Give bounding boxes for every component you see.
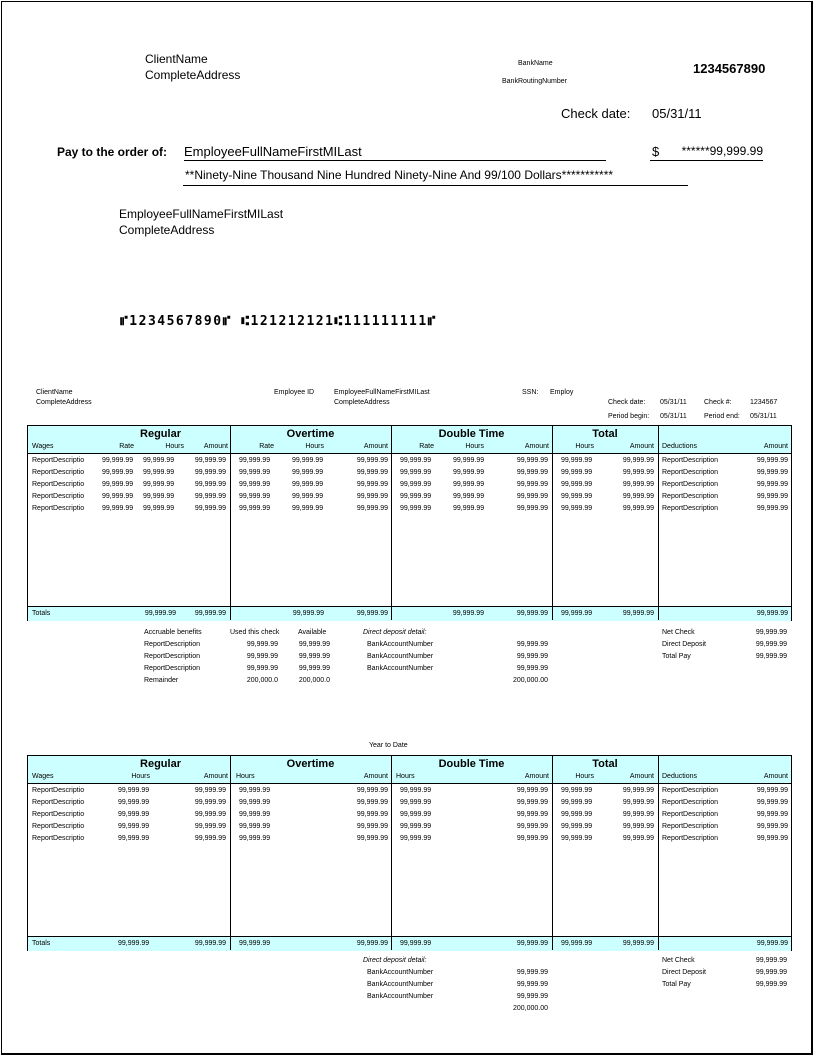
summary-label: Direct Deposit [662,641,706,648]
dd-amount: 99,999.99 [516,981,548,988]
accruals-available-label: Available [298,629,327,636]
group-overtime: Overtime [286,428,335,440]
wage-desc: ReportDescriptio [32,799,85,806]
ytd-total-dt-amount: 99,999.99 [516,940,548,947]
ded-amount: 99,999.99 [756,823,788,830]
ot-hours: 99,999.99 [239,811,271,818]
tot-amount: 99,999.99 [622,799,654,806]
check-amount: ******99,999.99 [650,144,763,161]
client-name: ClientName [145,52,208,66]
dd-account: BankAccountNumber [367,969,434,976]
stub-check-date-label: Check date: [608,399,646,406]
current-earnings-table [27,425,792,621]
reg-hours: 99,999.99 [143,505,175,512]
ot-hours: 99,999.99 [292,493,324,500]
ytd-col-dt-hours: Hours [396,773,415,780]
tot-hours: 99,999.99 [561,799,593,806]
ytd-col-tot-hours: Hours [575,773,594,780]
dd-amount: 99,999.99 [516,665,548,672]
dd-total: 200,000.00 [512,677,548,684]
stub-client-address: CompleteAddress [36,399,92,406]
wage-desc: ReportDescriptio [32,481,85,488]
dt-hours: 99,999.99 [400,811,432,818]
total-dt-hours: 99,999.99 [452,610,484,617]
reg-hours: 99,999.99 [118,835,150,842]
period-end: 05/31/11 [750,413,777,420]
dt-amount: 99,999.99 [516,493,548,500]
reg-amount: 99,999.99 [194,823,226,830]
total-reg-hours: 99,999.99 [144,610,176,617]
stub-employee-block [334,388,430,408]
reg-hours: 99,999.99 [118,787,150,794]
wage-desc: ReportDescriptio [32,787,85,794]
stub-check-date: 05/31/11 [660,399,687,406]
ytd-col-ot-hours: Hours [236,773,255,780]
ytd-total-ded-amount: 99,999.99 [756,940,788,947]
ot-amount: 99,999.99 [356,505,388,512]
reg-hours: 99,999.99 [143,469,175,476]
dt-amount: 99,999.99 [516,811,548,818]
col-reg-rate: Rate [119,443,134,450]
col-ot-rate: Rate [259,443,274,450]
tot-amount: 99,999.99 [622,823,654,830]
ot-amount: 99,999.99 [356,787,388,794]
dt-hours: 99,999.99 [453,493,485,500]
stub-check-no-label: Check #: [704,399,732,406]
tot-hours: 99,999.99 [561,811,593,818]
dt-hours: 99,999.99 [453,469,485,476]
ytd-total-tot-amount: 99,999.99 [622,940,654,947]
dt-hours: 99,999.99 [453,481,485,488]
dd-amount: 99,999.99 [516,641,548,648]
accrual-available: 99,999.99 [298,665,330,672]
reg-amount: 99,999.99 [194,481,226,488]
ded-amount: 99,999.99 [756,505,788,512]
dt-rate: 99,999.99 [400,469,432,476]
dd-account: BankAccountNumber [367,641,434,648]
accrual-desc: Remainder [144,677,179,684]
tot-hours: 99,999.99 [561,469,593,476]
tot-hours: 99,999.99 [561,823,593,830]
col-ot-amount: Amount [363,443,388,450]
tot-amount: 99,999.99 [622,505,654,512]
col-tot-amount: Amount [629,443,654,450]
ot-hours: 99,999.99 [292,505,324,512]
ded-desc: ReportDescription [662,787,719,794]
reg-hours: 99,999.99 [143,457,175,464]
ytd-dd-total: 200,000.00 [512,1005,548,1012]
ded-amount: 99,999.99 [756,457,788,464]
ded-desc: ReportDescription [662,799,719,806]
ded-desc: ReportDescription [662,505,719,512]
dt-hours: 99,999.99 [400,823,432,830]
ytd-col-ded-amount: Amount [763,773,788,780]
ded-amount: 99,999.99 [756,481,788,488]
accrual-used: 99,999.99 [246,665,278,672]
summary-value: 99,999.99 [755,981,787,988]
ot-amount: 99,999.99 [356,799,388,806]
period-end-label: Period end: [704,413,740,420]
tot-hours: 99,999.99 [561,457,593,464]
stub-check-no: 1234567 [750,399,778,406]
ytd-col-ot-amount: Amount [363,773,388,780]
ytd-group-total: Total [592,758,618,770]
ot-rate: 99,999.99 [239,505,271,512]
ot-amount: 99,999.99 [356,823,388,830]
group-total: Total [592,428,618,440]
accruals-used-label: Used this check [230,629,280,636]
dt-hours: 99,999.99 [400,787,432,794]
accrual-used: 200,000.0 [246,677,278,684]
summary-value: 99,999.99 [755,641,787,648]
ot-amount: 99,999.99 [356,835,388,842]
dd-amount: 99,999.99 [516,993,548,1000]
ot-rate: 99,999.99 [239,457,271,464]
reg-amount: 99,999.99 [194,787,226,794]
col-ded-amount: Amount [763,443,788,450]
ot-hours: 99,999.99 [239,799,271,806]
pay-to-label: Pay to the order of: [57,145,168,159]
tot-amount: 99,999.99 [622,457,654,464]
ded-amount: 99,999.99 [756,835,788,842]
payee-line: EmployeeFullNameFirstMILast [184,144,606,161]
ded-desc: ReportDescription [662,811,719,818]
dt-rate: 99,999.99 [400,481,432,488]
tot-amount: 99,999.99 [622,481,654,488]
dd-account: BankAccountNumber [367,653,434,660]
reg-amount: 99,999.99 [194,799,226,806]
stub-client-name: ClientName [36,389,73,396]
ded-desc: ReportDescription [662,457,719,464]
ded-desc: ReportDescription [662,493,719,500]
ytd-total-ot-amount: 99,999.99 [356,940,388,947]
employee-id-label: Employee ID [274,389,315,396]
wage-desc: ReportDescriptio [32,493,85,500]
ded-amount: 99,999.99 [756,799,788,806]
currency-symbol: $ [652,144,660,159]
summary-label: Total Pay [662,981,691,988]
dt-rate: 99,999.99 [400,457,432,464]
summary-value: 99,999.99 [755,653,787,660]
dt-hours: 99,999.99 [453,457,485,464]
ytd-col-tot-amount: Amount [629,773,654,780]
amount-in-words: **Ninety-Nine Thousand Nine Hundred Ninety-Nine And 99/100 Dollars*********** [183,168,688,186]
accruals-title: Accruable benefits [144,629,202,636]
ot-amount: 99,999.99 [356,469,388,476]
ot-amount: 99,999.99 [356,457,388,464]
summary-label: Direct Deposit [662,969,706,976]
reg-amount: 99,999.99 [194,493,226,500]
dd-amount: 99,999.99 [516,969,548,976]
tot-amount: 99,999.99 [622,787,654,794]
summary-label: Total Pay [662,653,691,660]
tot-amount: 99,999.99 [622,469,654,476]
ssn-label: SSN: [522,389,539,396]
bank-routing-number: BankRoutingNumber [502,78,567,85]
accrual-available: 99,999.99 [298,641,330,648]
total-reg-amount: 99,999.99 [194,610,226,617]
ytd-total-dt-hours: 99,999.99 [400,940,432,947]
summary-value: 99,999.99 [755,969,787,976]
total-ot-hours: 99,999.99 [292,610,324,617]
reg-amount: 99,999.99 [194,457,226,464]
tot-hours: 99,999.99 [561,481,593,488]
ot-amount: 99,999.99 [356,493,388,500]
total-ded-amount: 99,999.99 [756,610,788,617]
col-ot-hours: Hours [305,443,324,450]
accrual-desc: ReportDescription [144,653,201,660]
total-dt-amount: 99,999.99 [516,610,548,617]
ot-hours: 99,999.99 [292,457,324,464]
ytd-total-tot-hours: 99,999.99 [561,940,593,947]
stub-employee-address: CompleteAddress [334,399,390,406]
ytd-col-dt-amount: Amount [524,773,549,780]
reg-rate: 99,999.99 [102,469,134,476]
summary-value: 99,999.99 [755,629,787,636]
ytd-dd-title: Direct deposit detail: [363,957,427,964]
accrual-used: 99,999.99 [246,641,278,648]
ded-desc: ReportDescription [662,469,719,476]
dd-account: BankAccountNumber [367,993,434,1000]
client-address: CompleteAddress [145,68,241,82]
reg-hours: 99,999.99 [143,493,175,500]
col-dt-hours: Hours [465,443,484,450]
summary-label: Net Check [662,957,695,964]
ded-amount: 99,999.99 [756,787,788,794]
ot-hours: 99,999.99 [239,835,271,842]
group-regular: Regular [140,428,181,440]
reg-amount: 99,999.99 [194,811,226,818]
reg-amount: 99,999.99 [194,505,226,512]
ytd-title: Year to Date [369,742,408,749]
reg-rate: 99,999.99 [102,481,134,488]
dt-hours: 99,999.99 [400,835,432,842]
check-number: 1234567890 [693,61,766,76]
payee-address: CompleteAddress [119,223,215,237]
ot-hours: 99,999.99 [292,481,324,488]
dt-amount: 99,999.99 [516,481,548,488]
accrual-used: 99,999.99 [246,653,278,660]
reg-hours: 99,999.99 [118,811,150,818]
ytd-group-regular: Regular [140,758,181,770]
tot-amount: 99,999.99 [622,493,654,500]
ot-rate: 99,999.99 [239,481,271,488]
tot-amount: 99,999.99 [622,835,654,842]
ytd-earnings-table [27,755,792,951]
dd-amount: 99,999.99 [516,653,548,660]
summary-value: 99,999.99 [755,957,787,964]
ded-desc: ReportDescription [662,481,719,488]
ded-amount: 99,999.99 [756,469,788,476]
dd-account: BankAccountNumber [367,981,434,988]
stub-client-block [36,388,92,408]
bank-name: BankName [518,60,553,67]
ot-hours: 99,999.99 [239,787,271,794]
ot-hours: 99,999.99 [292,469,324,476]
dd-account: BankAccountNumber [367,665,434,672]
col-dt-amount: Amount [524,443,549,450]
reg-rate: 99,999.99 [102,505,134,512]
payee-address-block [119,206,283,238]
summary-label: Net Check [662,629,695,636]
dt-hours: 99,999.99 [453,505,485,512]
reg-amount: 99,999.99 [194,469,226,476]
dt-amount: 99,999.99 [516,823,548,830]
dt-hours: 99,999.99 [400,799,432,806]
reg-hours: 99,999.99 [143,481,175,488]
ded-amount: 99,999.99 [756,811,788,818]
wage-desc: ReportDescriptio [32,835,85,842]
ded-desc: ReportDescription [662,823,719,830]
tot-amount: 99,999.99 [622,811,654,818]
wage-desc: ReportDescriptio [32,823,85,830]
tot-hours: 99,999.99 [561,835,593,842]
micr-line: ⑈1234567890⑈ ⑆121212121⑆111111111⑈ [120,314,437,329]
ytd-group-overtime: Overtime [286,758,335,770]
accrual-desc: ReportDescription [144,641,201,648]
total-tot-hours: 99,999.99 [561,610,593,617]
ytd-col-wages: Wages [32,773,54,780]
wage-desc: ReportDescriptio [32,469,85,476]
reg-amount: 99,999.99 [194,835,226,842]
group-double-time: Double Time [438,428,505,440]
ytd-group-double-time: Double Time [438,758,505,770]
ytd-total-reg-amount: 99,999.99 [194,940,226,947]
col-wages: Wages [32,443,54,450]
col-deductions: Deductions [662,443,698,450]
ytd-total-ot-hours: 99,999.99 [239,940,271,947]
check-date: 05/31/11 [652,106,702,121]
ytd-col-deductions: Deductions [662,773,698,780]
dt-rate: 99,999.99 [400,505,432,512]
total-tot-amount: 99,999.99 [622,610,654,617]
reg-hours: 99,999.99 [118,823,150,830]
accrual-available: 200,000.0 [298,677,330,684]
check-client-block [145,51,240,83]
tot-hours: 99,999.99 [561,505,593,512]
ot-rate: 99,999.99 [239,469,271,476]
totals-label: Totals [32,610,51,617]
ssn-value: Employ [550,389,574,396]
dt-amount: 99,999.99 [516,457,548,464]
tot-hours: 99,999.99 [561,787,593,794]
ot-amount: 99,999.99 [356,811,388,818]
accrual-available: 99,999.99 [298,653,330,660]
dt-amount: 99,999.99 [516,505,548,512]
reg-hours: 99,999.99 [118,799,150,806]
wage-desc: ReportDescriptio [32,505,85,512]
ded-desc: ReportDescription [662,835,719,842]
period-begin-label: Period begin: [608,413,650,420]
ded-amount: 99,999.99 [756,493,788,500]
col-reg-amount: Amount [203,443,228,450]
dt-amount: 99,999.99 [516,787,548,794]
ytd-total-reg-hours: 99,999.99 [118,940,150,947]
stub-employee-name: EmployeeFullNameFirstMILast [334,389,430,396]
reg-rate: 99,999.99 [102,457,134,464]
tot-hours: 99,999.99 [561,493,593,500]
col-dt-rate: Rate [419,443,434,450]
col-tot-hours: Hours [575,443,594,450]
col-reg-hours: Hours [165,443,184,450]
period-begin: 05/31/11 [660,413,687,420]
ytd-col-reg-hours: Hours [131,773,150,780]
wage-desc: ReportDescriptio [32,811,85,818]
dt-amount: 99,999.99 [516,469,548,476]
ot-amount: 99,999.99 [356,481,388,488]
paycheck-page [1,1,813,1055]
ot-hours: 99,999.99 [239,823,271,830]
total-ot-amount: 99,999.99 [356,610,388,617]
reg-rate: 99,999.99 [102,493,134,500]
dt-amount: 99,999.99 [516,799,548,806]
payee-name: EmployeeFullNameFirstMILast [119,207,284,221]
accrual-desc: ReportDescription [144,665,201,672]
dd-title: Direct deposit detail: [363,629,427,636]
ytd-col-reg-amount: Amount [203,773,228,780]
ytd-totals-label: Totals [32,940,51,947]
dt-rate: 99,999.99 [400,493,432,500]
dt-amount: 99,999.99 [516,835,548,842]
ot-rate: 99,999.99 [239,493,271,500]
check-date-label: Check date: [561,106,631,121]
wage-desc: ReportDescriptio [32,457,85,464]
